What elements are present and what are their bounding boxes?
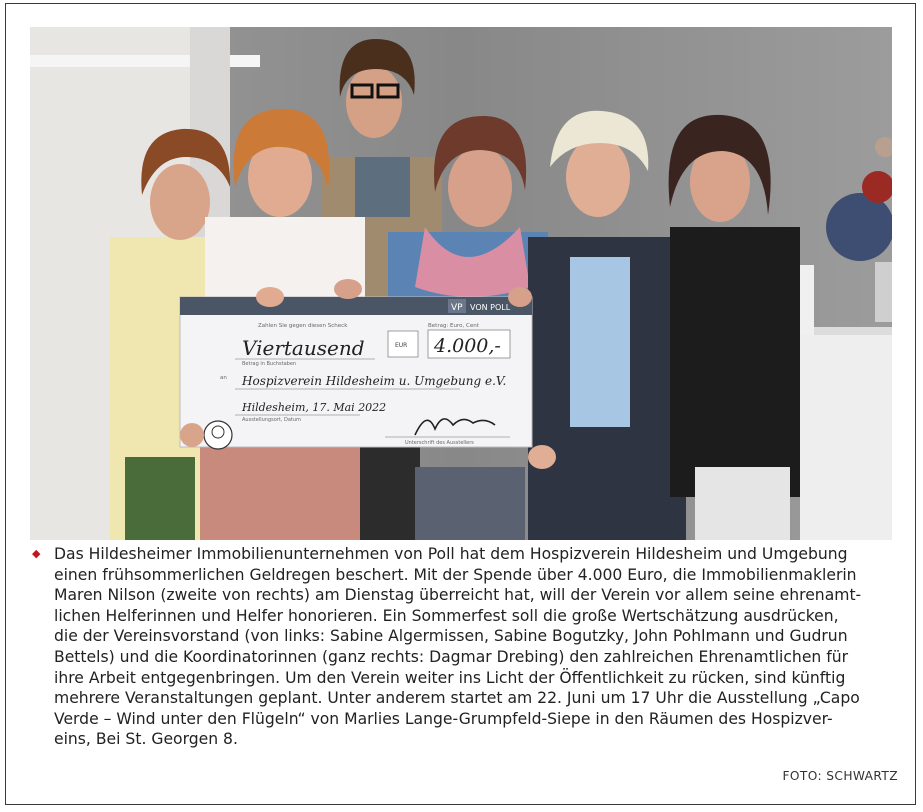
photo-credit: FOTO: SCHWARTZ [782,769,898,783]
check-payee-label: an [220,375,227,381]
donation-check [180,297,532,449]
caption-bullet-icon: ◆ [32,547,41,560]
caption-line: Verde – Wind unter den Flügeln“ von Marlies Lange-Grumpfeld-Siepe in den Räumen des Hospizver- [54,709,833,728]
caption-line: eins, Bei St. Georgen 8. [54,730,238,749]
check-amount-words: Viertausend [242,336,365,360]
check-payee: Hospizverein Hildesheim u. Umgebung e.V. [242,374,507,388]
check-amount-label: Betrag: Euro, Cent [428,323,479,329]
check-brand-logo: VP [451,303,463,313]
check-pay-label: Zahlen Sie gegen diesen Scheck [258,323,348,329]
check-place-date-label: Ausstellungsort, Datum [242,417,301,423]
caption-line: die der Vereinsvorstand (von links: Sabine Algermissen, Sabine Bogutzky, John Pohlmann und Gudrun [54,627,848,646]
caption-line: ihre Arbeit entgegenbringen. Um den Verein weiter ins Licht der Öffentlichkeit zu rücken, sind künftig [54,668,846,687]
caption-line: Bettels) und die Koordinatorinnen (ganz rechts: Dagmar Drebing) den zahlreichen Ehrenamtlichen für [54,647,849,666]
caption-line: einen frühsommerlichen Geldregen beschert. Mit der Spende über 4.000 Euro, die Immobilienmaklerin [54,565,857,584]
check-amount: 4.000,- [434,335,501,357]
check-signature-label: Unterschrift des Ausstellers [405,440,474,446]
news-photo [30,27,892,540]
caption-line: lichen Helferinnen und Helfer honorieren. Ein Sommerfest soll die große Wertschätzung ausdrücken, [54,606,839,625]
hospice-logo-icon [204,421,232,449]
check-currency: EUR [395,342,408,349]
check-brand-name: VON POLL [470,303,511,312]
caption-line: Maren Nilson (zweite von rechts) am Dienstag überreicht hat, will der Verein vor allem seine ehrenamt- [54,586,862,605]
check-amount-words-label: Betrag in Buchstaben [242,361,297,367]
check-place-date: Hildesheim, 17. Mai 2022 [242,401,387,414]
caption-line: mehrere Veranstaltungen geplant. Unter anderem startet am 22. Juni um 17 Uhr die Ausstellung „Capo [54,689,860,708]
photo-caption [30,544,892,750]
caption-line: Das Hildesheimer Immobilienunternehmen von Poll hat dem Hospizverein Hildesheim und Umgebung [54,545,848,563]
